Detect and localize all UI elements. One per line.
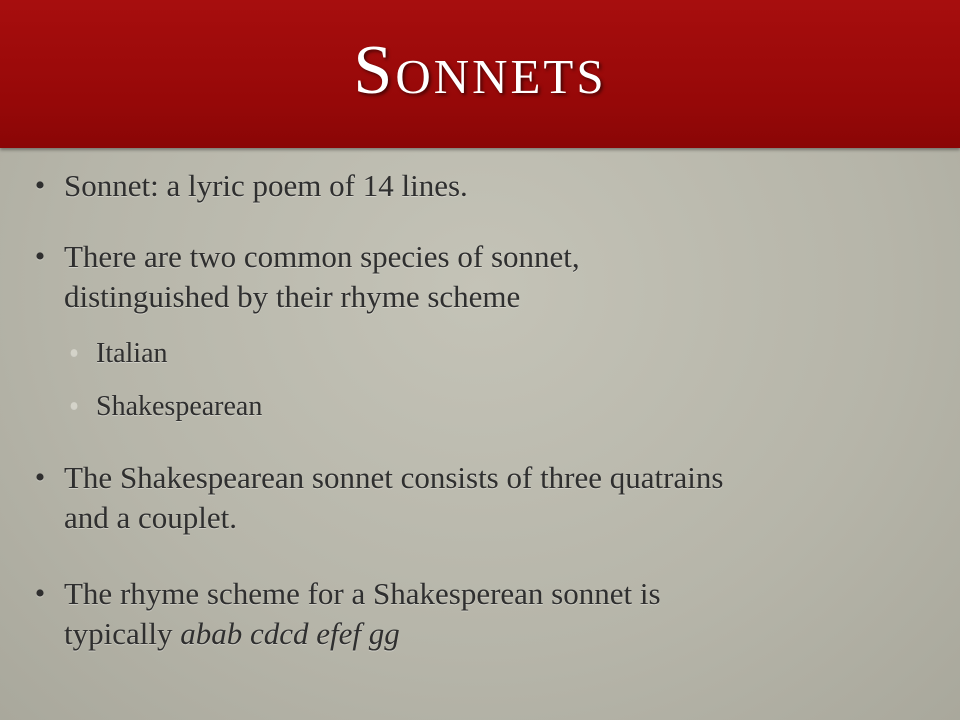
bullet-text-plain: typically xyxy=(64,616,181,651)
bullet-text-line2: and a couplet. xyxy=(64,500,238,535)
bullet-marker: • xyxy=(34,577,46,610)
sub-bullet-marker: • xyxy=(69,391,79,422)
bullet-text-line2: distinguished by their rhyme scheme xyxy=(64,279,521,314)
sub-bullet-text: Italian xyxy=(96,338,168,369)
sub-bullet-item-1 xyxy=(64,336,168,372)
bullet-item-4 xyxy=(30,574,661,654)
bullet-item-2 xyxy=(30,237,580,317)
rhyme-scheme-text: abab cdcd efef gg xyxy=(180,616,400,651)
sub-bullet-marker: • xyxy=(69,338,79,369)
bullet-marker: • xyxy=(34,169,46,202)
bullet-text: Sonnet: a lyric poem of 14 lines. xyxy=(64,168,468,203)
bullet-text-line2 xyxy=(30,614,661,654)
bullet-text-line1: There are two common species of sonnet, xyxy=(64,239,580,274)
bullet-item-3 xyxy=(30,458,723,538)
bullet-marker: • xyxy=(34,461,46,494)
bullet-item-1 xyxy=(30,166,468,206)
bullet-text-line1: The Shakespearean sonnet consists of three quatrains xyxy=(64,460,724,495)
slide-title: Sonnets xyxy=(353,32,607,109)
bullet-marker: • xyxy=(34,240,46,273)
sub-bullet-item-2 xyxy=(64,389,262,425)
sub-bullet-text: Shakespearean xyxy=(96,391,263,422)
bullet-text-line1: The rhyme scheme for a Shakesperean sonnet is xyxy=(64,576,661,611)
